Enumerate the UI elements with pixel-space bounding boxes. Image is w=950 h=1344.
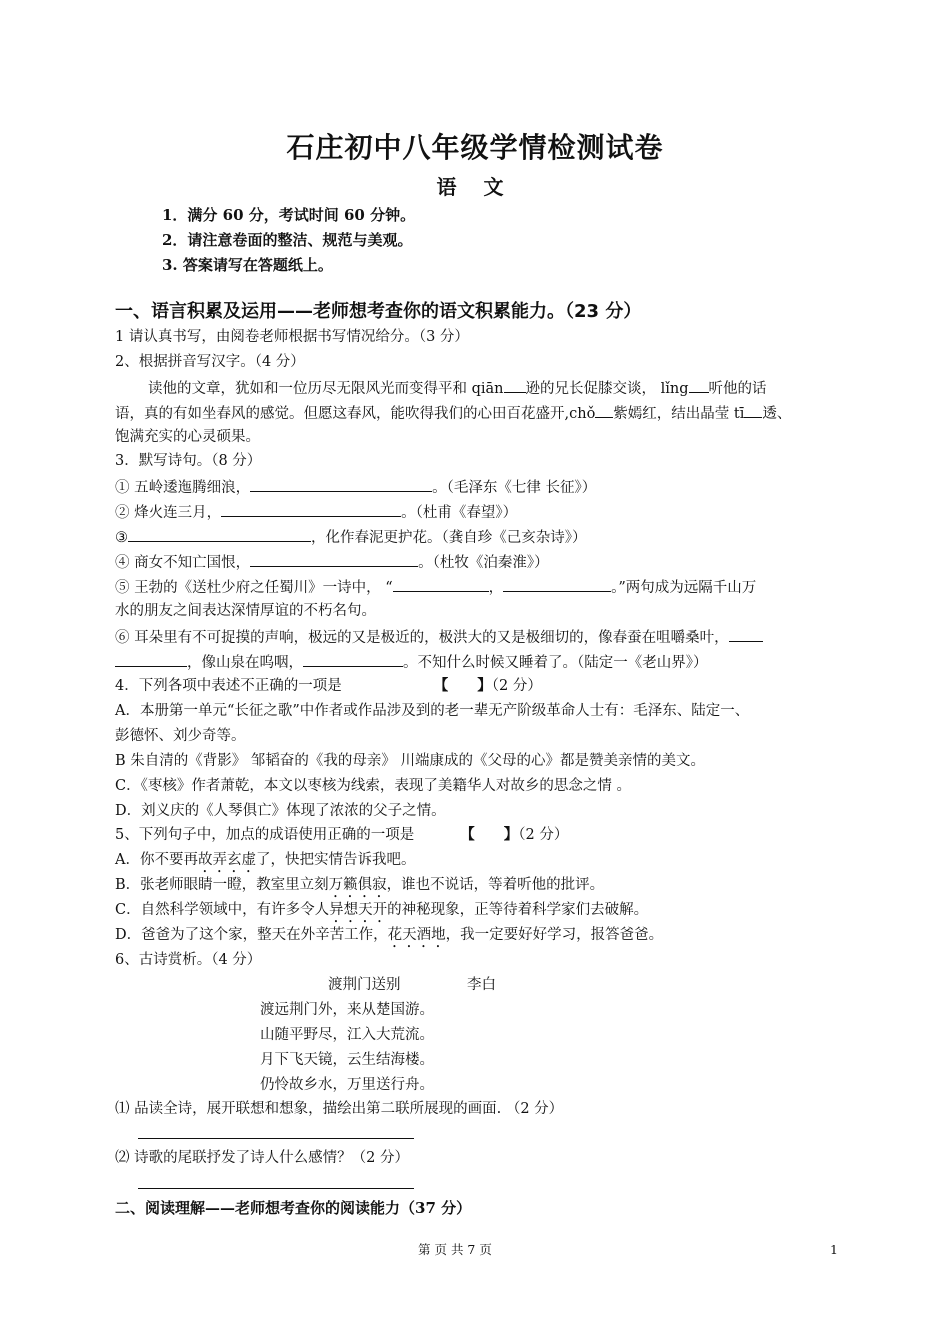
answer-blank[interactable] <box>115 652 187 667</box>
question-4-option-d: D．刘义庆的《人琴俱亡》体现了浓浓的父子之情。 <box>115 803 446 819</box>
answer-blank[interactable] <box>250 477 432 492</box>
question-5-option-b <box>115 876 850 901</box>
q2-text: 逊的兄长促膝交谈， lǐng <box>525 381 689 397</box>
poem-line-4: 仍怜故乡水，万里送行舟。 <box>260 1077 434 1093</box>
section-1-heading: 一、语言积累及运用——老师想考查你的语文积累能力。（23 分） <box>115 301 642 322</box>
q5-text: 5、下列句子中，加点的成语使用正确的一项是 <box>115 827 415 843</box>
q3-text: ⑥ 耳朵里有不可捉摸的声响，极远的又是极近的，极洪大的又是极细切的，像春蚕在咀嚼桑叶， <box>115 630 729 646</box>
dotted-idiom: 故弄玄虚 <box>197 852 256 868</box>
instruction-2: 2．请注意卷面的整洁、规范与美观。 <box>162 231 413 249</box>
question-1: 1 请认真书写，由阅卷老师根据书写情况给分。（3 分） <box>115 329 469 345</box>
q2-text: 紫嫣红，结出晶莹 tī <box>613 406 745 422</box>
q2-text: 语，真的有如坐春风的感觉。但愿这春风，能吹得我们的心田百花盛开,chǒ <box>115 406 596 422</box>
question-4-option-b: B 朱自清的《背影》 邹韬奋的《我的母亲》 川端康成的《父母的心》都是赞美亲情的美文。 <box>115 753 705 769</box>
answer-blank[interactable] <box>128 527 311 542</box>
answer-line[interactable] <box>138 1188 414 1189</box>
instruction-3: 3. 答案请写在答题纸上。 <box>162 256 333 274</box>
answer-bracket[interactable]: 【 】 <box>460 826 519 843</box>
question-3-stem: 3．默写诗句。（8 分） <box>115 453 262 469</box>
answer-bracket[interactable]: 【 】 <box>433 677 492 694</box>
question-4-stem <box>115 677 850 695</box>
answer-line[interactable] <box>138 1138 414 1139</box>
question-5-option-d <box>115 926 850 951</box>
dotted-idiom: 异想天开 <box>329 902 388 918</box>
q3-text: ⑤ 王勃的《送杜少府之任蜀川》一诗中， “ <box>115 580 393 596</box>
question-3-line-6 <box>115 627 850 647</box>
answer-blank[interactable] <box>393 577 489 592</box>
option-text: B．张老师眼睛一瞪，教室里立刻 <box>115 877 329 893</box>
option-text: ，我一定要好好学习，报答爸爸。 <box>445 927 664 943</box>
question-6-sub-1: ⑴ 品读全诗，展开联想和想象，描绘出第二联所展现的画面. （2 分） <box>115 1101 564 1117</box>
answer-blank[interactable] <box>503 577 611 592</box>
dotted-idiom: 花天酒地 <box>387 927 446 943</box>
dotted-idiom: 万籁俱寂 <box>328 877 387 893</box>
answer-blank[interactable] <box>250 552 418 567</box>
subject-label: 语 文 <box>436 175 514 199</box>
question-3-line-2 <box>115 502 850 522</box>
option-text: 了，快把实情告诉我吧。 <box>255 852 416 868</box>
question-3-line-1 <box>115 477 850 497</box>
q3-text: 。（杜牧《泊秦淮》） <box>418 555 549 571</box>
question-5-stem <box>115 826 850 844</box>
option-text: A．你不要再 <box>115 852 198 868</box>
section-2-heading: 二、阅读理解——老师想考查你的阅读能力（37 分） <box>115 1199 472 1217</box>
q3-text: ，化作春泥更护花。（龚自珍《己亥杂诗》） <box>311 530 587 546</box>
q4-text: 4．下列各项中表述不正确的一项是 <box>115 678 342 694</box>
q3-text: 。”两句成为远隔千山万 <box>611 580 757 596</box>
poem-title: 渡荆门送别 <box>328 977 401 993</box>
q3-text: ① 五岭逶迤腾细浪， <box>115 480 251 496</box>
q2-text: 听他的话 <box>708 381 767 397</box>
q3-text: ，像山泉在呜咽， <box>187 655 303 671</box>
answer-blank[interactable] <box>303 652 403 667</box>
q3-text: ③ <box>115 530 128 546</box>
question-2-stem: 2、根据拼音写汉字。（4 分） <box>115 354 305 370</box>
option-text: 的神秘现象，正等待着科学家们去破解。 <box>387 902 649 918</box>
question-2-line-1 <box>148 378 883 398</box>
answer-blank[interactable] <box>595 403 613 418</box>
question-3-line-5b: 水的朋友之间表达深情厚谊的不朽名句。 <box>115 603 376 619</box>
q3-text: ， <box>488 580 504 596</box>
q3-text: ④ 商女不知亡国恨， <box>115 555 251 571</box>
question-5-option-a <box>115 851 850 876</box>
q2-text: 读他的文章，犹如和一位历尽无限风光而变得平和 qiān <box>148 381 504 397</box>
instruction-1: 1．满分 60 分，考试时间 60 分钟。 <box>162 206 416 224</box>
q3-text: 。（杜甫《春望》） <box>401 505 518 521</box>
answer-blank[interactable] <box>689 378 709 393</box>
question-5-option-c <box>115 901 850 926</box>
question-2-line-3: 饱满充实的心灵硕果。 <box>115 429 260 445</box>
answer-blank[interactable] <box>504 378 526 393</box>
q4-score: （2 分） <box>491 678 542 694</box>
answer-blank[interactable] <box>744 403 762 418</box>
footer-page-number: 1 <box>830 1242 838 1257</box>
footer-page-info: 第 页 共 7 页 <box>418 1242 492 1257</box>
question-3-line-6b <box>115 652 850 672</box>
option-text: ，谁也不说话，等着听他的批评。 <box>386 877 605 893</box>
q3-text: 。（毛泽东《七律 长征》） <box>432 480 597 496</box>
question-2-line-2 <box>115 403 850 423</box>
question-6-sub-2: ⑵ 诗歌的尾联抒发了诗人什么感情？（2 分） <box>115 1150 409 1166</box>
q3-text: ② 烽火连三月， <box>115 505 222 521</box>
question-4-option-a-cont: 彭德怀、刘少奇等。 <box>115 728 246 744</box>
question-4-option-c: C．《枣核》作者萧乾，本文以枣核为线索，表现了美籍华人对故乡的思念之情 。 <box>115 778 631 794</box>
answer-blank[interactable] <box>729 627 763 642</box>
poem-author: 李白 <box>467 977 496 993</box>
option-text: C．自然科学领域中，有许多令人 <box>115 902 330 918</box>
question-6-stem: 6、古诗赏析。（4 分） <box>115 952 262 968</box>
question-4-option-a: A．本册第一单元“长征之歌”中作者或作品涉及到的老一辈无产阶级革命人士有：毛泽东、陆定一、 <box>115 703 750 719</box>
poem-line-2: 山随平野尽，江入大荒流。 <box>260 1027 434 1043</box>
q3-text: 。不知什么时候又睡着了。（陆定一《老山界》） <box>403 655 708 671</box>
option-text: D．爸爸为了这个家，整天在外辛苦工作， <box>115 927 388 943</box>
q5-score: （2 分） <box>518 827 569 843</box>
question-3-line-4 <box>115 552 850 572</box>
page-title: 石庄初中八年级学情检测试卷 <box>286 131 664 164</box>
q2-text: 透、 <box>762 406 792 422</box>
question-3-line-3 <box>115 527 850 547</box>
question-3-line-5 <box>115 577 850 597</box>
poem-line-3: 月下飞天镜，云生结海楼。 <box>260 1052 434 1068</box>
answer-blank[interactable] <box>221 502 401 517</box>
poem-line-1: 渡远荆门外，来从楚国游。 <box>260 1002 434 1018</box>
